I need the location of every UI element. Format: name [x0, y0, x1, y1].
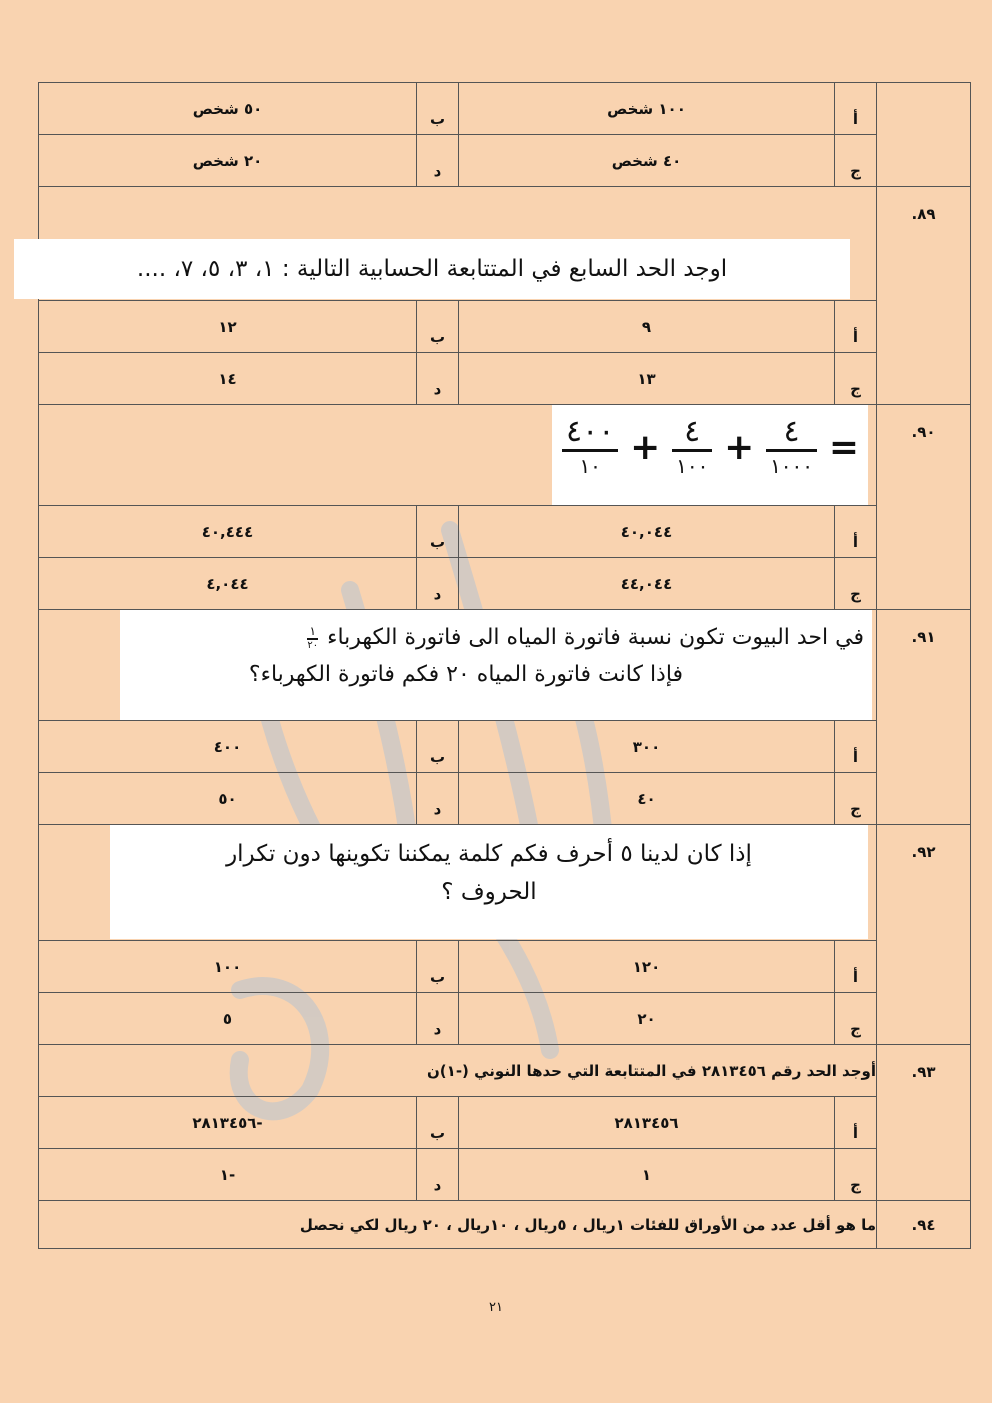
q93-row-cd: [39, 1149, 971, 1201]
q92-row-ab: [39, 941, 971, 993]
q90-expression: [552, 405, 868, 505]
q91-option-a[interactable]: ٣٠٠: [459, 721, 835, 773]
q92-row-cd: [39, 993, 971, 1045]
option-label-c: ج: [835, 353, 877, 405]
plus-sign: +: [724, 427, 755, 468]
q93-row-ab: [39, 1097, 971, 1149]
q91-option-b[interactable]: ٤٠٠: [39, 721, 417, 773]
questions-table: [38, 82, 971, 1249]
q91-row-ab: [39, 721, 971, 773]
option-label-b: ب: [417, 1097, 459, 1149]
option-label-d: د: [417, 353, 459, 405]
q92-option-d[interactable]: ٥: [39, 993, 417, 1045]
q89-row-cd: [39, 353, 971, 405]
q90-row-ab: [39, 506, 971, 558]
q93-option-c[interactable]: ١: [459, 1149, 835, 1201]
q89-option-c[interactable]: ١٣: [459, 353, 835, 405]
q92-option-a[interactable]: ١٢٠: [459, 941, 835, 993]
q91-question-cell: [39, 610, 877, 721]
q91-fraction-numerator: ١: [309, 624, 316, 638]
option-label-a: أ: [835, 1097, 877, 1149]
option-label-c: ج: [835, 1149, 877, 1201]
q88-option-c[interactable]: ٤٠ شخص: [459, 135, 835, 187]
q91-question-row: [39, 610, 971, 721]
q91-option-d[interactable]: ٥٠: [39, 773, 417, 825]
page-number: ٢١: [489, 1300, 503, 1315]
q88-row-ab: [39, 83, 971, 135]
q93-question-row: [39, 1045, 971, 1097]
option-label-d: د: [417, 135, 459, 187]
option-label-b: ب: [417, 941, 459, 993]
q91-fraction-denominator: ٢٠: [307, 640, 319, 651]
option-label-a: أ: [835, 301, 877, 353]
option-label-d: د: [417, 1149, 459, 1201]
q94-question-text: ما هو أقل عدد من الأوراق للفئات ١ريال ، ٥ريال ، ١٠ريال ، ٢٠ ريال لكي نحصل: [39, 1201, 877, 1249]
plus-sign: +: [630, 427, 661, 468]
q89-option-d[interactable]: ١٤: [39, 353, 417, 405]
option-label-a: أ: [835, 83, 877, 135]
q93-option-b[interactable]: -٢٨١٣٤٥٦: [39, 1097, 417, 1149]
q91-line-1: في احد البيوت تكون نسبة فاتورة المياه الى فاتورة الكهرباء: [327, 625, 864, 650]
fraction-1: [562, 415, 618, 480]
fraction-1-numerator: ٤٠٠: [566, 414, 615, 449]
q89-question-text: اوجد الحد السابع في المتتابعة الحسابية التالية : ١، ٣، ٥، ٧، ....: [14, 239, 850, 299]
option-label-b: ب: [417, 506, 459, 558]
q88-number-cell: [877, 83, 971, 187]
q90-row-cd: [39, 558, 971, 610]
q92-option-c[interactable]: ٢٠: [459, 993, 835, 1045]
q92-question-row: [39, 825, 971, 941]
q90-option-d[interactable]: ٤,٠٤٤: [39, 558, 417, 610]
q92-line-1: إذا كان لدينا ٥ أحرف فكم كلمة يمكننا تكوينها دون تكرار: [226, 841, 752, 867]
q92-option-b[interactable]: ١٠٠: [39, 941, 417, 993]
option-label-c: ج: [835, 993, 877, 1045]
q93-number: ٩٣.: [877, 1045, 971, 1201]
option-label-b: ب: [417, 83, 459, 135]
q92-number: ٩٢.: [877, 825, 971, 1045]
q88-row-cd: [39, 135, 971, 187]
q91-option-c[interactable]: ٤٠: [459, 773, 835, 825]
q89-row-ab: [39, 301, 971, 353]
fraction-2: [672, 415, 712, 480]
q89-option-b[interactable]: ١٢: [39, 301, 417, 353]
fraction-2-numerator: ٤: [684, 414, 701, 449]
option-label-c: ج: [835, 558, 877, 610]
q92-question-text: [110, 825, 868, 939]
q89-option-a[interactable]: ٩: [459, 301, 835, 353]
q91-row-cd: [39, 773, 971, 825]
q91-question-text: [120, 610, 872, 720]
option-label-d: د: [417, 773, 459, 825]
option-label-a: أ: [835, 506, 877, 558]
q90-question-cell: [39, 405, 877, 506]
q88-option-d[interactable]: ٢٠ شخص: [39, 135, 417, 187]
fraction-1-denominator: ١٠: [562, 449, 618, 480]
q93-option-d[interactable]: -١: [39, 1149, 417, 1201]
option-label-c: ج: [835, 773, 877, 825]
option-label-d: د: [417, 558, 459, 610]
q90-option-b[interactable]: ٤٠,٤٤٤: [39, 506, 417, 558]
q91-number: ٩١.: [877, 610, 971, 825]
q90-option-a[interactable]: ٤٠,٠٤٤: [459, 506, 835, 558]
q88-option-b[interactable]: ٥٠ شخص: [39, 83, 417, 135]
fraction-3-numerator: ٤: [783, 414, 800, 449]
q89-number: ٨٩.: [877, 187, 971, 405]
q90-question-row: [39, 405, 971, 506]
option-label-d: د: [417, 993, 459, 1045]
q92-question-cell: [39, 825, 877, 941]
fraction-2-denominator: ١٠٠: [672, 449, 712, 480]
q94-number: ٩٤.: [877, 1201, 971, 1249]
equals-sign: =: [828, 427, 859, 468]
fraction-3: [766, 415, 817, 480]
fraction-3-denominator: ١٠٠٠: [766, 449, 817, 480]
option-label-a: أ: [835, 721, 877, 773]
q89-question-row: [39, 187, 971, 301]
q93-option-a[interactable]: ٢٨١٣٤٥٦: [459, 1097, 835, 1149]
q92-line-2: الحروف ؟: [441, 879, 537, 905]
q91-fraction: [307, 624, 318, 652]
option-label-c: ج: [835, 135, 877, 187]
q94-question-row: [39, 1201, 971, 1249]
q93-question-text: أوجد الحد رقم ٢٨١٣٤٥٦ في المتتابعة التي حدها النوني (-١)ن: [39, 1045, 877, 1097]
option-label-b: ب: [417, 301, 459, 353]
q90-number: ٩٠.: [877, 405, 971, 610]
q89-question-cell: [39, 187, 877, 301]
q88-option-a[interactable]: ١٠٠ شخص: [459, 83, 835, 135]
q91-line-2: فإذا كانت فاتورة المياه ٢٠ فكم فاتورة الكهرباء؟: [248, 662, 684, 687]
q90-option-c[interactable]: ٤٤,٠٤٤: [459, 558, 835, 610]
option-label-a: أ: [835, 941, 877, 993]
option-label-b: ب: [417, 721, 459, 773]
